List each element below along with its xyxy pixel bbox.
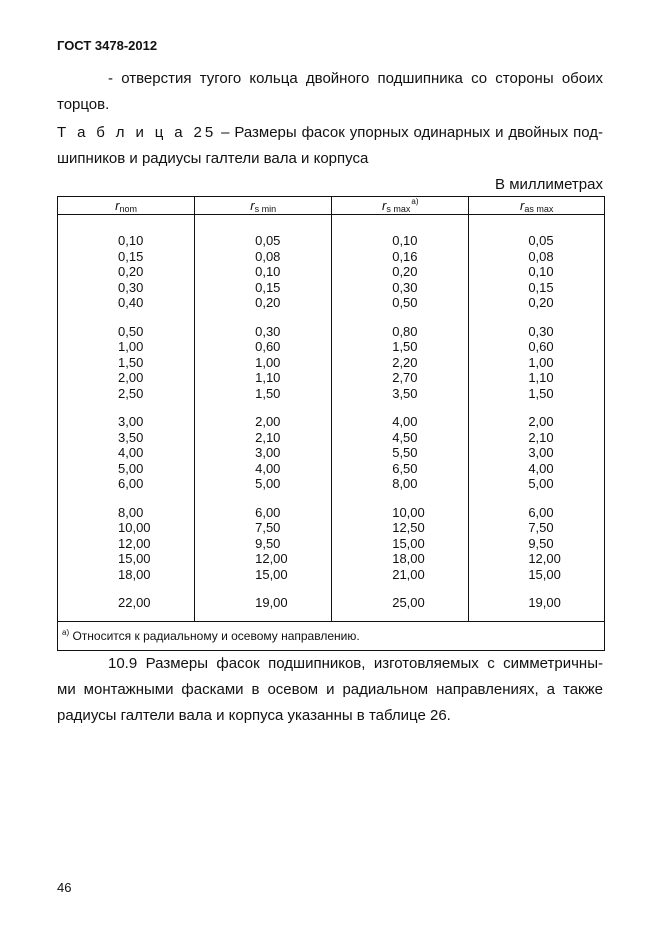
table-cell: 6,00 [118, 476, 144, 491]
header-symbol: r [519, 197, 525, 213]
table-cell: 1,00 [528, 354, 554, 370]
table-cell: 5,00 [255, 476, 281, 491]
table-cell: 3,50 [118, 429, 144, 445]
column-rs-max [332, 215, 469, 622]
table-cell: 0,15 [255, 279, 281, 295]
header-rs-max [332, 197, 469, 215]
table-cell: 0,30 [255, 323, 281, 339]
table-cell: 0,20 [118, 264, 144, 279]
table-cell: 1,50 [392, 339, 418, 354]
table-cell: 3,00 [528, 445, 554, 460]
table-cell: 3,00 [118, 414, 144, 429]
table-cell: 2,50 [118, 385, 144, 401]
column-ras-max [469, 215, 605, 622]
table-cell: 0,50 [392, 295, 418, 310]
header-subscript: s min [254, 203, 277, 214]
table-cell: 12,00 [528, 551, 561, 566]
paragraph-line: - отверстия тугого кольца двойного подшипника со стороны обоих [108, 70, 603, 87]
table-cell: 4,00 [392, 414, 418, 429]
table-cell: 0,60 [528, 339, 554, 354]
table-cell: 0,16 [392, 248, 418, 264]
table-cell: 0,30 [528, 323, 554, 339]
table-cell: 0,10 [118, 233, 144, 248]
table-cell: 8,00 [392, 476, 418, 491]
header-symbol: r [115, 197, 120, 213]
table-cell: 0,30 [118, 279, 144, 295]
table-cell: 9,50 [528, 535, 554, 551]
table-cell: 25,00 [392, 595, 425, 610]
table-cell: 5,00 [528, 476, 554, 491]
table-cell: 0,15 [118, 248, 144, 264]
table-cell: 2,00 [528, 414, 554, 429]
table-cell: 0,20 [392, 264, 418, 279]
table-cell: 1,50 [118, 354, 144, 370]
caption-label: Т а б л и ц а 25 [57, 124, 217, 141]
table-cell: 0,15 [528, 279, 554, 295]
table-cell: 1,00 [255, 354, 281, 370]
table-cell: 1,50 [255, 385, 281, 401]
header-subscript: nom [119, 203, 137, 214]
table-cell: 4,00 [118, 445, 144, 460]
column-r-nom [58, 215, 195, 622]
table-cell: 1,00 [118, 339, 144, 354]
table-cell: 22,00 [118, 595, 151, 610]
header-symbol: r [250, 197, 255, 213]
table-cell: 15,00 [255, 566, 288, 582]
table-units: В миллиметрах [495, 176, 603, 193]
table-cell: 0,05 [255, 233, 281, 248]
table-cell: 19,00 [255, 595, 288, 610]
header-subscript: s max [386, 204, 411, 214]
paragraph-line: радиусы галтели вала и корпуса указанны в таблице 26. [57, 707, 451, 724]
header-footnote-mark: a) [411, 197, 419, 206]
table-cell: 0,08 [528, 248, 554, 264]
table-header-row [58, 197, 605, 215]
table-cell: 15,00 [392, 535, 425, 551]
table-cell: 0,10 [392, 233, 418, 248]
table-cell: 2,70 [392, 370, 418, 385]
table-cell: 12,50 [392, 520, 425, 535]
table-cell: 0,50 [118, 323, 144, 339]
table-cell: 5,00 [118, 460, 144, 476]
table-cell: 19,00 [528, 595, 561, 610]
table-cell: 8,00 [118, 504, 144, 520]
table-cell: 6,50 [392, 460, 418, 476]
paragraph-line: ми монтажными фасками в осевом и радиальном направлениях, а также [57, 681, 603, 698]
table-cell: 7,50 [255, 520, 281, 535]
table-cell: 15,00 [528, 566, 561, 582]
table-cell: 4,50 [392, 429, 418, 445]
caption-dash: – [216, 124, 235, 141]
header-ras-max [469, 197, 605, 215]
table-cell: 1,10 [528, 370, 554, 385]
table-cell: 0,10 [528, 264, 554, 279]
table-cell: 4,00 [255, 460, 281, 476]
table-body-row [58, 215, 605, 622]
table-cell: 0,80 [392, 323, 418, 339]
table-cell: 21,00 [392, 566, 425, 582]
table-cell: 1,10 [255, 370, 281, 385]
table-cell: 3,00 [255, 445, 281, 460]
table-cell: 7,50 [528, 520, 554, 535]
chamfer-table [57, 196, 605, 651]
table-cell: 2,00 [118, 370, 144, 385]
table-cell: 6,00 [255, 504, 281, 520]
column-rs-min [195, 215, 332, 622]
table-cell: 12,00 [118, 535, 151, 551]
header-subscript: as max [524, 203, 554, 214]
table-cell: 3,50 [392, 385, 418, 401]
table-cell: 2,10 [255, 429, 281, 445]
table-cell: 6,00 [528, 504, 554, 520]
header-rs-min [195, 197, 332, 215]
paragraph-holes [57, 66, 603, 118]
table-cell: 2,20 [392, 354, 418, 370]
header-symbol: r [382, 198, 387, 213]
table-caption [57, 120, 603, 172]
table-cell: 0,05 [528, 233, 554, 248]
table-cell: 0,40 [118, 295, 144, 310]
footnote-mark: a) [62, 628, 70, 637]
table-cell: 9,50 [255, 535, 281, 551]
paragraph-line: торцов. [57, 96, 110, 113]
table-cell: 12,00 [255, 551, 288, 566]
table-cell: 18,00 [392, 551, 425, 566]
table-cell: 0,30 [392, 279, 418, 295]
document-header: ГОСТ 3478-2012 [57, 38, 158, 53]
table-cell: 0,60 [255, 339, 281, 354]
table-cell: 0,08 [255, 248, 281, 264]
table-cell: 0,20 [528, 295, 554, 310]
footnote-text: Относится к радиальному и осевому направлению. [69, 629, 360, 643]
table-footnote [58, 621, 605, 650]
table-cell: 5,50 [392, 445, 418, 460]
page-number: 46 [57, 880, 72, 895]
table-cell: 2,10 [528, 429, 554, 445]
caption-text: Размеры фасок упорных одинарных и двойных под- [234, 124, 603, 141]
table-cell: 15,00 [118, 551, 151, 566]
table-cell: 0,20 [255, 295, 281, 310]
table-cell: 18,00 [118, 566, 151, 582]
table-cell: 10,00 [392, 504, 425, 520]
paragraph-line: 10.9 Размеры фасок подшипников, изготовляемых с симметричны- [108, 655, 603, 672]
table-cell: 10,00 [118, 520, 151, 535]
table-footnote-row [58, 621, 605, 650]
caption-line [57, 120, 603, 146]
caption-line: шипников и радиусы галтели вала и корпуса [57, 150, 369, 167]
table-cell: 4,00 [528, 460, 554, 476]
table-cell: 0,10 [255, 264, 281, 279]
table-cell: 2,00 [255, 414, 281, 429]
paragraph-10-9 [57, 651, 603, 729]
table-cell: 1,50 [528, 385, 554, 401]
header-r-nom [58, 197, 195, 215]
